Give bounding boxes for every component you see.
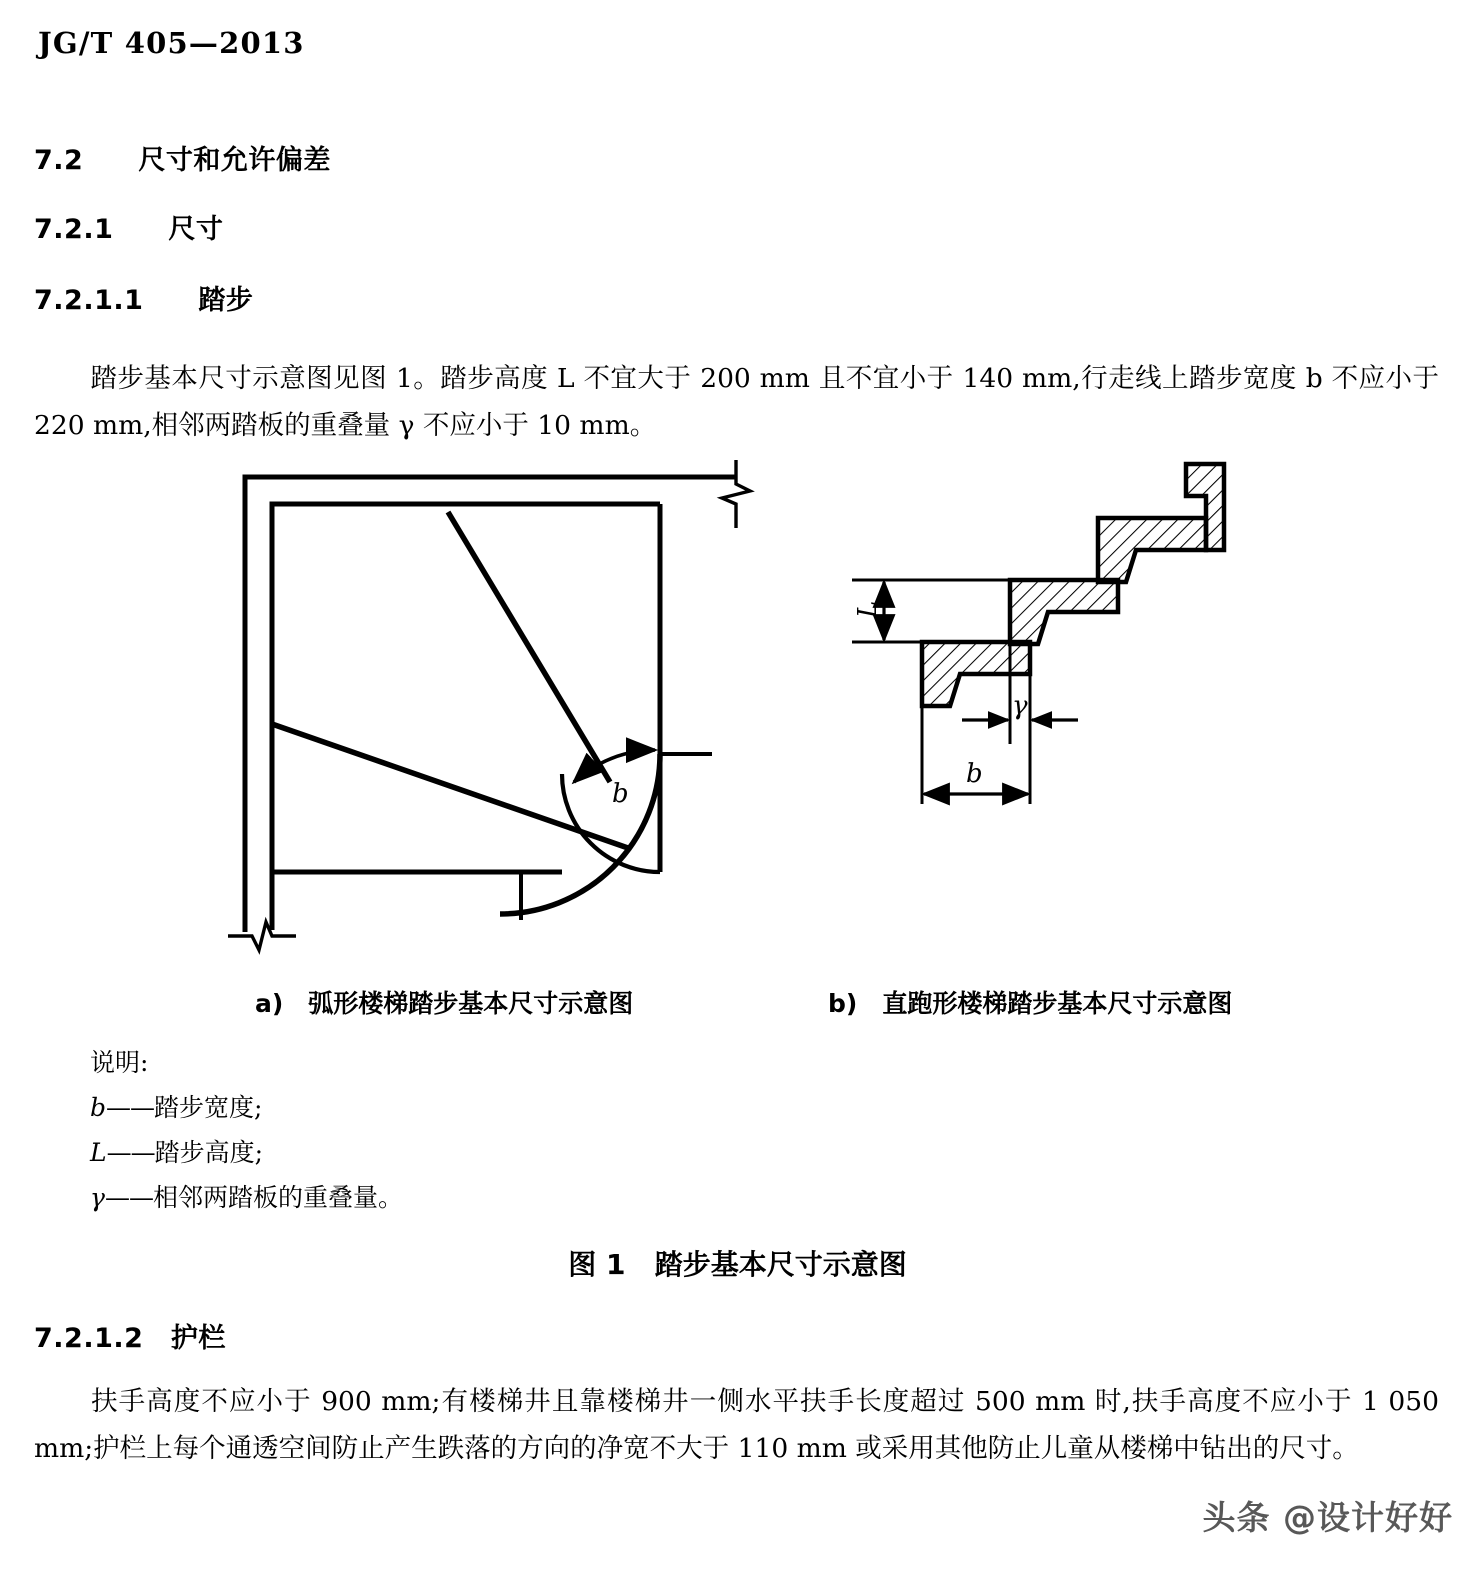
figure-1-svg: [0, 452, 1475, 972]
diagram-curved-stair: [228, 460, 750, 950]
step-riser-radial-2: [448, 512, 610, 782]
label-step-height-L: L: [853, 600, 883, 618]
heading-7-2-1-1: [34, 278, 253, 317]
heading-7-2-1-2-title: 护栏: [170, 1323, 226, 1354]
heading-7-2-1-1-title: 踏步: [198, 285, 254, 316]
document-header-standard-number: JG/T 405—2013: [38, 26, 305, 60]
legend-item-gamma: [90, 1175, 403, 1220]
heading-7-2-1-2: [34, 1316, 226, 1355]
heading-7-2-title: 尺寸和允许偏差: [138, 145, 331, 176]
figure-legend: [90, 1040, 403, 1220]
heading-7-2: [34, 138, 331, 177]
legend-item-L: [90, 1130, 403, 1175]
arc-dimension-b: [574, 750, 655, 782]
legend-text-gamma: 相邻两踏板的重叠量。: [152, 1183, 403, 1212]
heading-7-2-1: [34, 207, 223, 246]
legend-dash-gamma: ——: [104, 1183, 153, 1212]
heading-7-2-1-2-number: 7.2.1.2: [34, 1323, 144, 1354]
legend-dash-b: ——: [106, 1093, 155, 1122]
legend-item-b: [90, 1085, 403, 1130]
legend-symbol-b: b: [90, 1093, 107, 1122]
legend-text-b: 踏步宽度;: [154, 1093, 263, 1122]
legend-symbol-L: L: [90, 1138, 107, 1167]
tread-profile-step-2: [1010, 580, 1118, 644]
legend-text-L: 踏步高度;: [154, 1138, 264, 1167]
heading-7-2-1-title: 尺寸: [168, 214, 224, 245]
label-arc-width-b: b: [612, 779, 629, 809]
diagram-straight-stair: [852, 464, 1224, 804]
wall-break-symbol-bottom: [228, 922, 296, 950]
legend-dash-L: ——: [106, 1138, 155, 1167]
figure-subcaption-a: a) 弧形楼梯踏步基本尺寸示意图: [255, 989, 634, 1018]
legend-symbol-gamma: γ: [90, 1183, 105, 1212]
paragraph-7-2-1-2: [34, 1378, 1439, 1472]
tread-profile-step-3: [1098, 518, 1206, 582]
step-riser-radial-1: [272, 724, 628, 848]
heading-7-2-1-number: 7.2.1: [34, 214, 114, 245]
label-overlap-gamma: γ: [1012, 691, 1028, 721]
paragraph-7-2-1-2-text: 扶手高度不应小于 900 mm;有楼梯井且靠楼梯井一侧水平扶手长度超过 500 mm 时,扶手高度不应小于 1 050 mm;护栏上每个通透空间防止产生跌落的方向的净宽不大于 110 mm 或采用其他防止儿童从楼梯中钻出的尺寸。: [34, 1386, 1439, 1464]
watermark: 头条 @设计好好: [1202, 1498, 1453, 1537]
paragraph-7-2-1-1-text: 踏步基本尺寸示意图见图 1。踏步高度 L 不宜大于 200 mm 且不宜小于 140 mm,行走线上踏步宽度 b 不应小于 220 mm,相邻两踏板的重叠量 γ 不应小于 10 mm。: [34, 363, 1439, 441]
figure-1-title: 图 1 踏步基本尺寸示意图: [568, 1248, 907, 1281]
legend-header: 说明:: [90, 1048, 149, 1077]
paragraph-7-2-1-1: [34, 355, 1439, 449]
figure-subcaption-b: b) 直跑形楼梯踏步基本尺寸示意图: [828, 989, 1233, 1018]
heading-7-2-number: 7.2: [34, 145, 84, 176]
wall-break-symbol-right: [722, 460, 750, 528]
figure-1-graphics: [0, 452, 1475, 972]
heading-7-2-1-1-number: 7.2.1.1: [34, 285, 144, 316]
inner-wall-line: [272, 504, 660, 930]
label-tread-width-b: b: [966, 759, 983, 789]
